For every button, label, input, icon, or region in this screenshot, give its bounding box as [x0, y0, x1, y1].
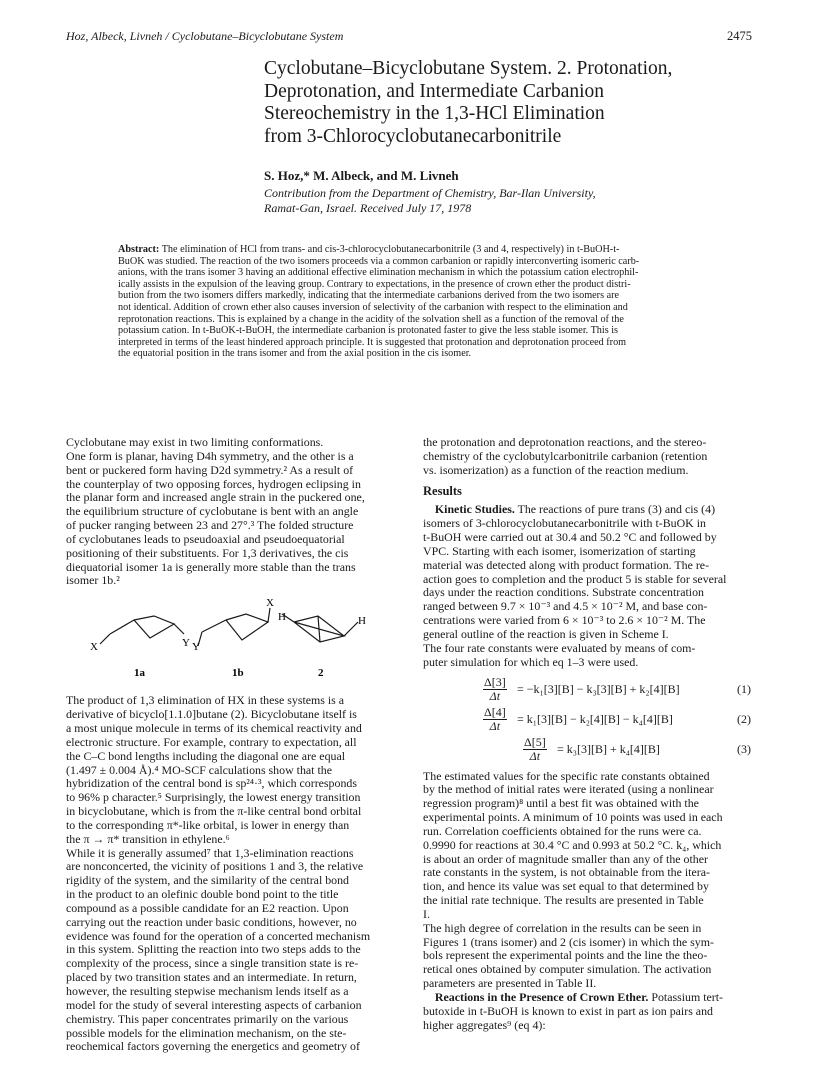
- abstract-line: potassium cation. In t-BuOK-t-BuOH, the intermediate carbanion is protonated faster to give the less stable isomer. This is: [118, 325, 619, 337]
- crown-ether-section: [423, 991, 755, 1033]
- body-line: Kinetic Studies. The reactions of pure trans (3) and cis (4): [434, 502, 716, 517]
- body-line: the π → π* transition in ethylene.⁶: [66, 831, 230, 846]
- body-line: general outline of the reaction is given in Scheme I.: [423, 626, 669, 641]
- equation-numerator: Δ[5]: [524, 734, 546, 749]
- bond-2-h2: [344, 622, 358, 636]
- left-paragraph-1: [66, 436, 398, 588]
- body-line: bols represent the experimental points and the line the theo-: [423, 948, 708, 963]
- body-line: placed by two transition states and an intermediate. In return,: [66, 970, 357, 985]
- body-line: in this system. Splitting the reaction into two steps adds to the: [66, 942, 361, 957]
- abstract-line: anions, with the trans isomer 3 having an additional effective elimination mechanism in which the potassium cation electrophil-: [118, 267, 639, 279]
- affiliation: [264, 186, 596, 216]
- body-line: regression program)⁸ until a best fit was obtained with the: [423, 796, 699, 811]
- ring-1a: [110, 616, 174, 638]
- body-line: higher aggregates⁹ (eq 4):: [423, 1017, 546, 1032]
- equation-rhs: = −k₁[3][B] − k₃[3][B] + k₂[4][B]: [517, 681, 680, 696]
- kinetic-section: [423, 503, 755, 669]
- body-line: carrying out the reaction under basic conditions, however, no: [66, 914, 357, 929]
- body-line: retical ones obtained by computer simulation. The activation: [423, 962, 712, 977]
- body-line: to the corresponding π*-like orbital, is lower in energy than: [66, 817, 350, 832]
- equation-denominator: Δt: [529, 748, 541, 763]
- abstract-line: bution from the two isomers differs markedly, indicating that the intermediate carbanions derived from the two isomers are: [118, 290, 620, 302]
- body-line: t-BuOH were carried out at 30.4 and 50.2 °C and followed by: [423, 530, 717, 545]
- body-line: The four rate constants were evaluated by means of com-: [423, 640, 696, 655]
- body-line: evidence was found for the operation of a concerted mechanism: [66, 928, 371, 943]
- abstract-line: the equatorial position in the trans isomer and from the axial position in the cis isomer.: [118, 348, 472, 360]
- rate-equations: [423, 676, 755, 766]
- body-line: days under the reaction conditions. Substrate concentration: [423, 585, 704, 600]
- results-heading: Results: [423, 483, 462, 498]
- bond-1a-x: [100, 634, 110, 644]
- body-line: The high degree of correlation in the results can be seen in: [423, 920, 702, 935]
- body-line: the C–C bond lengths including the diagonal one are equal: [66, 748, 346, 763]
- bond-1a-y: [174, 624, 184, 634]
- abstract-line: BuOK was studied. The reaction of the two isomers proceeds via a common carbanion or rapidly interconverting isomeric carb-: [118, 255, 640, 267]
- label-1a: 1a: [134, 667, 145, 679]
- body-line: the counterplay of two opposing forces, hydrogen eclipsing in: [66, 476, 361, 491]
- body-line: in bicyclobutane, which is from the π-like central bond orbital: [66, 804, 362, 819]
- equation-number: (3): [737, 741, 751, 756]
- body-line: the initial rate technique. The results are presented in Table: [423, 893, 704, 908]
- body-line: are nonconcerted, the vicinity of positions 1 and 3, the relative: [66, 859, 364, 874]
- article-title: [264, 58, 744, 148]
- body-line: rigidity of the system, and the similarity of the central bond: [66, 873, 350, 888]
- body-line: isomer 1b.²: [66, 573, 120, 588]
- abstract-text: The elimination of HCl from trans- and cis-3-chlorocyclobutanecarbonitrile (3 and 4, respectively) in t-BuOH-t-: [161, 244, 620, 255]
- body-line: the planar form and increased angle strain in the puckered one,: [66, 490, 365, 505]
- body-line: material was detected along with product formation. The re-: [423, 557, 710, 572]
- label-2: 2: [318, 667, 324, 679]
- body-line: centrations were varied from 6 × 10⁻³ to 2.6 × 10⁻² M. The: [423, 613, 706, 628]
- affiliation-line: Contribution from the Department of Chemistry, Bar-Ilan University,: [264, 186, 596, 200]
- body-line: VPC. Starting with each isomer, isomerization of starting: [423, 543, 696, 558]
- body-line: complexity of the process, since a single transition state is re-: [66, 956, 359, 971]
- equation-number: (1): [737, 681, 751, 696]
- affiliation-line: Ramat-Gan, Israel. Received July 17, 1978: [264, 201, 472, 215]
- equation: [423, 676, 755, 706]
- title-line: from 3-Chlorocyclobutanecarbonitrile: [264, 125, 562, 147]
- right-column: [423, 436, 755, 1033]
- page-number: 2475: [727, 29, 752, 43]
- ring-1b: [202, 614, 268, 640]
- equation: [423, 706, 755, 736]
- body-line: to 96% p character.⁵ Surprisingly, the lowest energy transition: [66, 790, 361, 805]
- abstract: [118, 244, 748, 360]
- body-line: One form is planar, having D4h symmetry, and the other is a: [66, 448, 354, 463]
- body-line: puter simulation for which eq 1–3 were used.: [423, 654, 639, 669]
- atom-x-1a: X: [90, 641, 98, 653]
- body-line: I.: [423, 906, 430, 921]
- body-line: possible models for the elimination mechanism, on the ste-: [66, 1025, 347, 1040]
- structure-scheme: [82, 598, 402, 680]
- equation-fraction: [483, 706, 507, 733]
- body-line: isomers of 3-chlorocyclobutanecarbonitrile with t-BuOK in: [423, 516, 706, 531]
- body-line: model for the study of several interesting aspects of carbanion: [66, 997, 362, 1012]
- equation-rhs: = k₁[3][B] − k₂[4][B] − k₄[4][B]: [517, 711, 673, 726]
- body-line: parameters are presented in Table II.: [423, 976, 597, 991]
- abstract-label: Abstract:: [118, 244, 160, 255]
- atom-h-2b: H: [358, 615, 366, 627]
- equation-numerator: Δ[3]: [484, 674, 506, 689]
- right-intro: [423, 436, 755, 478]
- body-line: vs. isomerization) as a function of the reaction medium.: [423, 462, 689, 477]
- body-line: the protonation and deprotonation reactions, and the stereo-: [423, 435, 707, 449]
- title-line: Stereochemistry in the 1,3-HCl Elimination: [264, 103, 605, 124]
- body-line: a most unique molecule in terms of its chemical reactivity and: [66, 720, 362, 735]
- title-line: Deprotonation, and Intermediate Carbanion: [264, 80, 605, 102]
- body-line: While it is generally assumed⁷ that 1,3-elimination reactions: [66, 845, 354, 860]
- atom-h-2a: H: [278, 611, 286, 623]
- atom-y-1b: Y: [192, 641, 200, 653]
- body-line: diequatorial isomer 1a is generally more stable than the trans: [66, 559, 356, 574]
- body-line: chemistry. This paper concentrates primarily on the various: [66, 1011, 349, 1026]
- equation-number: (2): [737, 711, 751, 726]
- body-line: action goes to completion and the product 5 is stable for several: [423, 571, 727, 586]
- body-line: by the method of initial rates were iterated (using a nonlinear: [423, 782, 714, 797]
- body-line: (1.497 ± 0.004 Å).⁴ MO-SCF calculations show that the: [66, 762, 332, 777]
- body-line: Figures 1 (trans isomer) and 2 (cis isomer) in which the sym-: [423, 934, 714, 949]
- title-line: Cyclobutane–Bicyclobutane System. 2. Protonation,: [264, 58, 673, 79]
- body-line: of cyclobutanes leads to pseudoaxial and pseudoequatorial: [66, 531, 345, 546]
- kinetic-heading: Kinetic Studies.: [434, 502, 515, 517]
- body-line: reochemical factors governing the energetics and geometry of: [66, 1039, 360, 1054]
- body-line: hybridization of the central bond is sp²⁴·³, which corresponds: [66, 776, 357, 791]
- body-line: positioning of their substituents. For 1,3 derivatives, the cis: [66, 545, 349, 560]
- abstract-line: ically assists in the expulsion of the leaving group. Contrary to expectations, in the presence of crown ether the product distri-: [118, 278, 631, 290]
- equation-numerator: Δ[4]: [484, 704, 506, 719]
- abstract-line: [118, 244, 748, 256]
- body-line: butoxide in t-BuOH is known to exist in part as ion pairs and: [423, 1003, 713, 1018]
- body-line: The estimated values for the specific rate constants obtained: [423, 768, 710, 783]
- body-line: bent or puckered form having D2d symmetry.² As a result of: [66, 462, 354, 477]
- equation-fraction: [523, 736, 547, 763]
- body-line: however, the resulting stepwise mechanism lends itself as a: [66, 984, 349, 998]
- equation-denominator: Δt: [489, 688, 501, 703]
- atom-x-1b: X: [266, 598, 274, 609]
- equation-rhs: = k₃[3][B] + k₄[4][B]: [557, 741, 660, 756]
- body-line: ranged between 9.7 × 10⁻³ and 4.5 × 10⁻² M, and base con-: [423, 599, 708, 614]
- abstract-line: interpreted in terms of the least hindered approach principle. It is suggested that protonation and deprotonation proceed from: [118, 336, 627, 348]
- running-head: Hoz, Albeck, Livneh / Cyclobutane–Bicyclobutane System: [66, 29, 344, 43]
- body-line: chemistry of the cyclobutylcarbonitrile carbanion (retention: [423, 448, 708, 463]
- body-line: of pucker ranging between 23 and 27°.³ The folded structure: [66, 518, 354, 533]
- body-line: The product of 1,3 elimination of HX in these systems is a: [66, 693, 345, 708]
- left-paragraph-2: [66, 694, 398, 1054]
- crown-heading: Reactions in the Presence of Crown Ether.: [434, 990, 649, 1004]
- equation-fraction: [483, 676, 507, 703]
- body-line: Reactions in the Presence of Crown Ether. Potassium tert-: [434, 990, 724, 1004]
- after-equations: [423, 770, 755, 992]
- equation: [423, 736, 755, 766]
- body-line: experimental points. A minimum of 10 points was used in each: [423, 810, 723, 825]
- equation-denominator: Δt: [489, 718, 501, 733]
- label-1b: 1b: [232, 667, 244, 679]
- body-line: run. Correlation coefficients obtained for the runs were ca.: [423, 823, 702, 838]
- body-line: compound as a possible candidate for an E2 reaction. Upon: [66, 900, 349, 915]
- atom-y-1a: Y: [182, 637, 190, 649]
- abstract-line: not identical. Addition of crown ether also causes inversion of selectivity of the carbanion with respect to the elimination and: [118, 301, 628, 313]
- left-column: [66, 436, 398, 1054]
- body-line: rate constants in the system, is not obtainable from the itera-: [423, 865, 710, 880]
- body-line: in the product to an olefinic double bond point to the title: [66, 887, 339, 902]
- body-line: derivative of bicyclo[1.1.0]butane (2). Bicyclobutane itself is: [66, 707, 357, 722]
- body-line: 0.9990 for reactions at 30.4 °C and 0.993 at 50.2 °C. k₄, which: [423, 837, 722, 852]
- authors: S. Hoz,* M. Albeck, and M. Livneh: [264, 168, 459, 183]
- bond-1b-x: [268, 608, 270, 622]
- body-line: electronic structure. For example, contrary to expectation, all: [66, 734, 357, 749]
- body-line: is about an order of magnitude smaller than any of the other: [423, 851, 708, 866]
- body-line: the equilibrium structure of cyclobutane is bent with an angle: [66, 504, 359, 519]
- body-line: tion, and hence its value was set equal to that determined by: [423, 879, 709, 894]
- abstract-line: reprotonation reactions. This is explained by a change in the acidity of the solvation shell as a function of the removal of the: [118, 313, 624, 325]
- body-line: Cyclobutane may exist in two limiting conformations.: [66, 435, 324, 449]
